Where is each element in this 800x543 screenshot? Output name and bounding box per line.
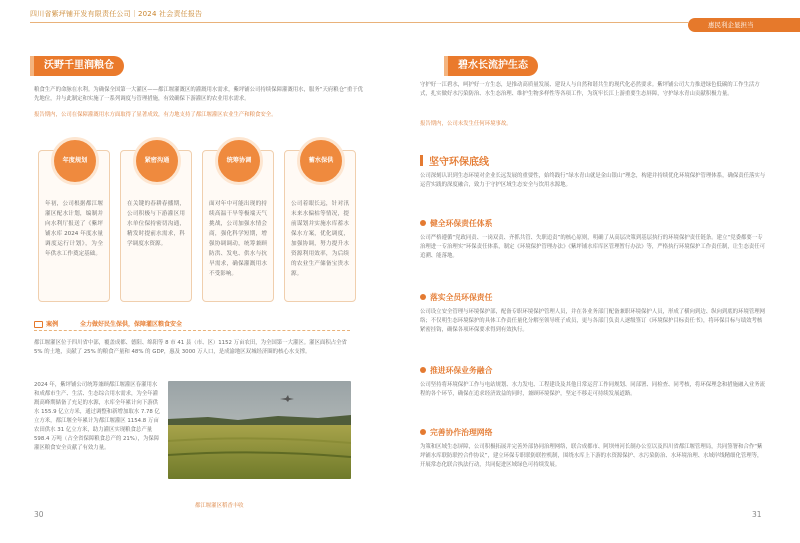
item-title: 推进环保业务融合: [420, 365, 492, 376]
card-badge: 蓄水保供: [297, 137, 345, 185]
bullet-dot-icon: [420, 429, 426, 435]
ecology-highlight: 报告期内，公司未发生任何环境事故。: [420, 121, 512, 127]
card-text: 年初，公司根据都江堰灌区配水计划，编制并向水利厅报送了《紫坪铺水库 2024 年度水量调度运行计划》，为全年供水工作奠定基础。: [45, 201, 103, 257]
subsection-paragraph: 公司深刻认识到生态环境对企业长远发展的重要性，始终践行“绿水青山就是金山银山”理念，构建并持续优化环境保护管理体系，确保责任落实与运营实践的深度融合，致力于守护区域生态安全与饮用水源地。: [420, 173, 766, 188]
card-badge: 年度规划: [51, 137, 99, 185]
card-text: 面对年中可能出现的持续高温干旱等极端天气挑战，公司加强水情会商，强化科学短期，增强协调调动，统筹兼顾防洪、发电、供水与抗旱需求，确保灌溉用水不受影响。: [209, 201, 267, 277]
card-text: 公司着眼长远，针对汛末来水偏枯等情况，提前谋划并实施水库蓄水保水方案，优化调度，加强协调，努力提升水资源利用效率，为后续的农业生产储备宝贵水源。: [291, 201, 349, 277]
bullet-dot-icon: [420, 220, 426, 226]
subsection-title: 坚守环保底线: [420, 153, 489, 168]
case-tag: 案例: [34, 319, 58, 328]
section-title-grain: 沃野千里润粮仓: [34, 56, 124, 76]
rice-field-photo: [168, 381, 351, 479]
section-title-ecology: 碧水长流护生态: [448, 56, 538, 76]
card-badge: 紧密沟通: [133, 137, 181, 185]
report-header-title: 四川省紫坪铺开发有限责任公司｜2024 社会责任报告: [30, 10, 203, 18]
chapter-tab: 惠民利企显担当: [688, 18, 800, 32]
header-divider: [400, 22, 688, 23]
card-coordination: [202, 150, 274, 302]
item-title: 完善协作治理网络: [420, 427, 492, 438]
item-text: 公司设立安全管理与环境保护部，配备专职环境保护管理人员，并在各业务部门配备兼职环境保护人员，形成了横向到边、纵向到底的环境管理网络；不仅明生态环境保护的具体工作责任量化分解至领导班子成员，更与各部门负责人逐级签订《环境保护目标责任书》，将环保目标与绩效考核紧密挂钩，确保各项环保要求得到有效执行。: [420, 309, 766, 333]
bullet-dot-icon: [420, 367, 426, 373]
case-paragraph-2: 2024 年，紫坪铺公司统筹兼顾都江堰灌区春灌用水和成都市生产、生活、生态综合用水需求，为全年灌溉高峰期储备了充足的水源，水库全年累计向下游供水 155.9 亿立方米，通过调整和新增加取水 7.78 亿立方米，都江堰全年累计为都江堰灌区 1154.8 万亩农田供水 31 亿立方米，助力灌区实现粮食总产量 598.4 万吨（占全省保障粮食总产的 21%），为保障灌区粮食安全贡献了有效力量。: [34, 382, 160, 451]
rice-field-illustration: [168, 381, 351, 479]
case-title: 全力做好民生保供，保障灌区粮食安全: [80, 321, 183, 328]
item-title: 落实全员环保责任: [420, 292, 492, 303]
item-text: 公司严格遵循“党政同责、一岗双责、齐抓共管、失职追责”的核心原则，明确了从高层决策到基层执行的环境保护责任链条。建立“党委都要一专治理进一专治理实”环保责任体系，制定《环境保护管理办法》《紫坪铺水库库区管理暂行办法》等，严格执行环境保护工作责任制，让生态责任可追溯、能落地。: [420, 235, 766, 259]
case-paragraph-1: 都江堰灌区位于四川省中部，覆盖成都、德阳、绵阳等 8 市 41 县（市、区）1152 万亩农田，为全国第一大灌区。灌区面积占全省 5% 的土地，贡献了 25% 的粮食产量和 48% 的 GDP，惠及 3000 万人口，是成渝地区双城经济圈的核心水支撑。: [34, 340, 347, 355]
title-bar-icon: [420, 155, 423, 166]
item-title: 健全环保责任体系: [420, 218, 492, 229]
page-number-left: 30: [34, 510, 44, 519]
header-divider: [30, 22, 400, 23]
page-number-right: 31: [752, 510, 762, 519]
card-close-communication: [120, 150, 192, 302]
card-text: 在关键的春耕春播期，公司积极与下游灌区用水单位保持密切沟通，精发时提前水需求，科学调度水资源。: [127, 201, 185, 247]
item-text: 公司坚持将环境保护工作与电站规划、水力发电、工程建设及其他日常运营工作同规划、同部署、同检查、同考核，将环保理念和措施融入业务流程的各个环节，确保在追求经济效益的同时，兼顾环境保护，坚定不移走可持续发展道路。: [420, 382, 766, 397]
case-book-icon: [34, 321, 43, 328]
intro-highlight: 报告期内，公司在保障灌溉用水方面取得了显著成效，有力地支持了都江堰灌区农业生产和粮食安全。: [34, 112, 277, 118]
photo-caption: 都江堰灌区稻香丰收: [195, 503, 244, 509]
card-storage-supply: [284, 150, 356, 302]
case-heading: [34, 319, 350, 331]
card-badge: 统筹协调: [215, 137, 263, 185]
item-text: 为策和区域生态屏障，公司积极拓展并完善外部协同治理网络，联合成都市、阿坝州河长制办公室以及四川省都江堰管理局，共同签署和合作“紫坪铺水库联防联控合作协议”，建立环保专职联防联控机制，围绕水库上下游的水资源保护、水污染防治、水环境治理、水域岸线精细化管理等，开展常态化联合执法行动，共同促进区域绿色可持续发展。: [420, 444, 763, 468]
intro-paragraph: 粮食生产的命脉在水利。为确保全国第一大灌区——都江堰灌溉区的灌溉用水需求，紫坪铺公司持续保障灌溉用水，服务“天府粮仓”重于优先地位，并与此制定和实施了一系列调度与管理措施，有效确保下游灌区的农业用水需求。: [34, 87, 364, 102]
ecology-intro: 守护好一江碧水，呵护好一方生态，是推动高质量发展、建设人与自然和谐共生的现代化必然要求。紫坪铺公司大力推进绿色低碳的工作生活方式，扎实做好水污染防治、水生态治理、维护生物多样性等各项工作，为筑牢长江上游重要生态屏障，守护绿水青山贡献积极力量。: [420, 82, 760, 97]
bullet-dot-icon: [420, 294, 426, 300]
card-annual-plan: [38, 150, 110, 302]
right-page: [400, 0, 800, 543]
